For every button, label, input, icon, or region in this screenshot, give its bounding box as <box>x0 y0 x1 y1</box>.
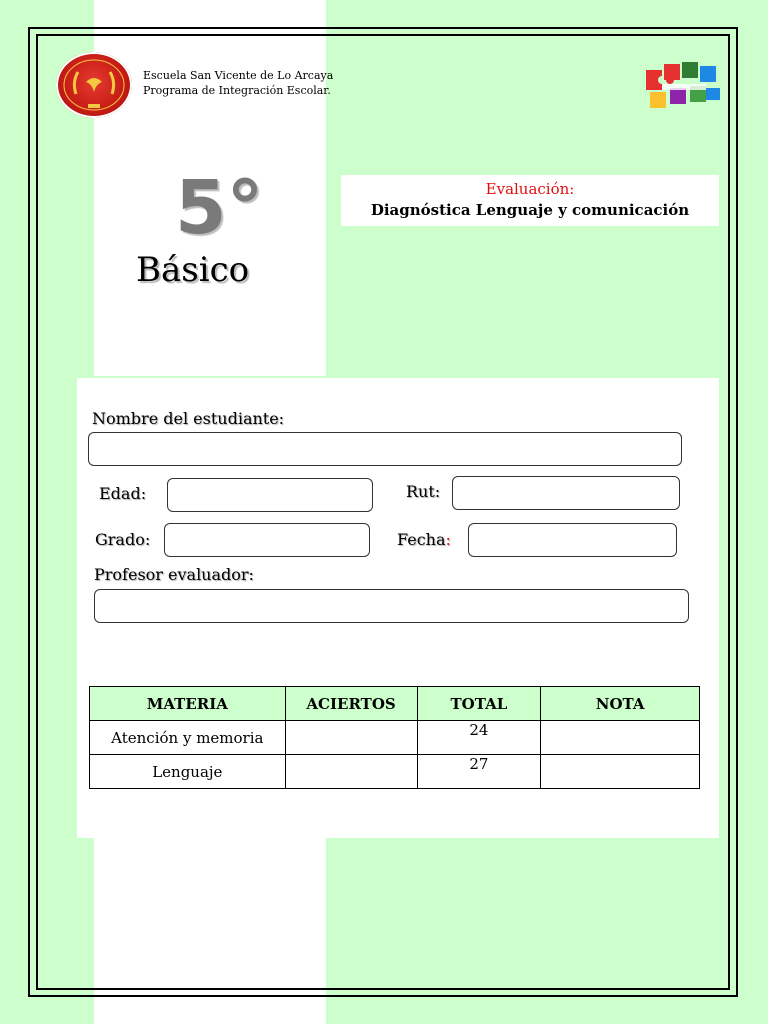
grade-number: 5° <box>175 165 264 251</box>
teacher-field[interactable] <box>94 589 689 623</box>
school-name: Escuela San Vicente de Lo Arcaya <box>143 69 334 82</box>
rut-field[interactable] <box>452 476 680 510</box>
cell-total: 27 <box>417 755 541 789</box>
student-name-field[interactable] <box>88 432 682 466</box>
date-label: Fecha: <box>397 530 451 549</box>
age-field[interactable] <box>167 478 373 512</box>
cell-nota[interactable] <box>541 755 700 789</box>
cell-total: 24 <box>417 721 541 755</box>
evaluation-title-box <box>341 175 719 226</box>
student-name-label: Nombre del estudiante: <box>92 409 285 428</box>
table-row <box>90 755 700 789</box>
grade-label: Grado: <box>95 530 151 549</box>
cell-aciertos[interactable] <box>285 755 417 789</box>
rut-label: Rut: <box>406 482 441 501</box>
date-field[interactable] <box>468 523 677 557</box>
header-total: TOTAL <box>417 687 541 721</box>
program-name: Programa de Integración Escolar. <box>143 84 331 97</box>
table-header-row <box>90 687 700 721</box>
teacher-label: Profesor evaluador: <box>94 565 254 584</box>
evaluation-label: Evaluación: <box>485 180 575 198</box>
age-label: Edad: <box>99 484 147 503</box>
header-nota: NOTA <box>541 687 700 721</box>
cell-nota[interactable] <box>541 721 700 755</box>
cell-aciertos[interactable] <box>285 721 417 755</box>
evaluation-subject: Diagnóstica Lenguaje y comunicación <box>370 201 690 219</box>
integration-program-logo <box>640 58 724 114</box>
grade-level: Básico <box>136 250 250 290</box>
table-row <box>90 721 700 755</box>
school-info <box>143 68 333 98</box>
grade-field[interactable] <box>164 523 370 557</box>
score-table <box>89 686 700 789</box>
header-materia: MATERIA <box>90 687 286 721</box>
cell-materia: Lenguaje <box>90 755 286 789</box>
school-logo <box>56 52 132 118</box>
header-aciertos: ACIERTOS <box>285 687 417 721</box>
cell-materia: Atención y memoria <box>90 721 286 755</box>
